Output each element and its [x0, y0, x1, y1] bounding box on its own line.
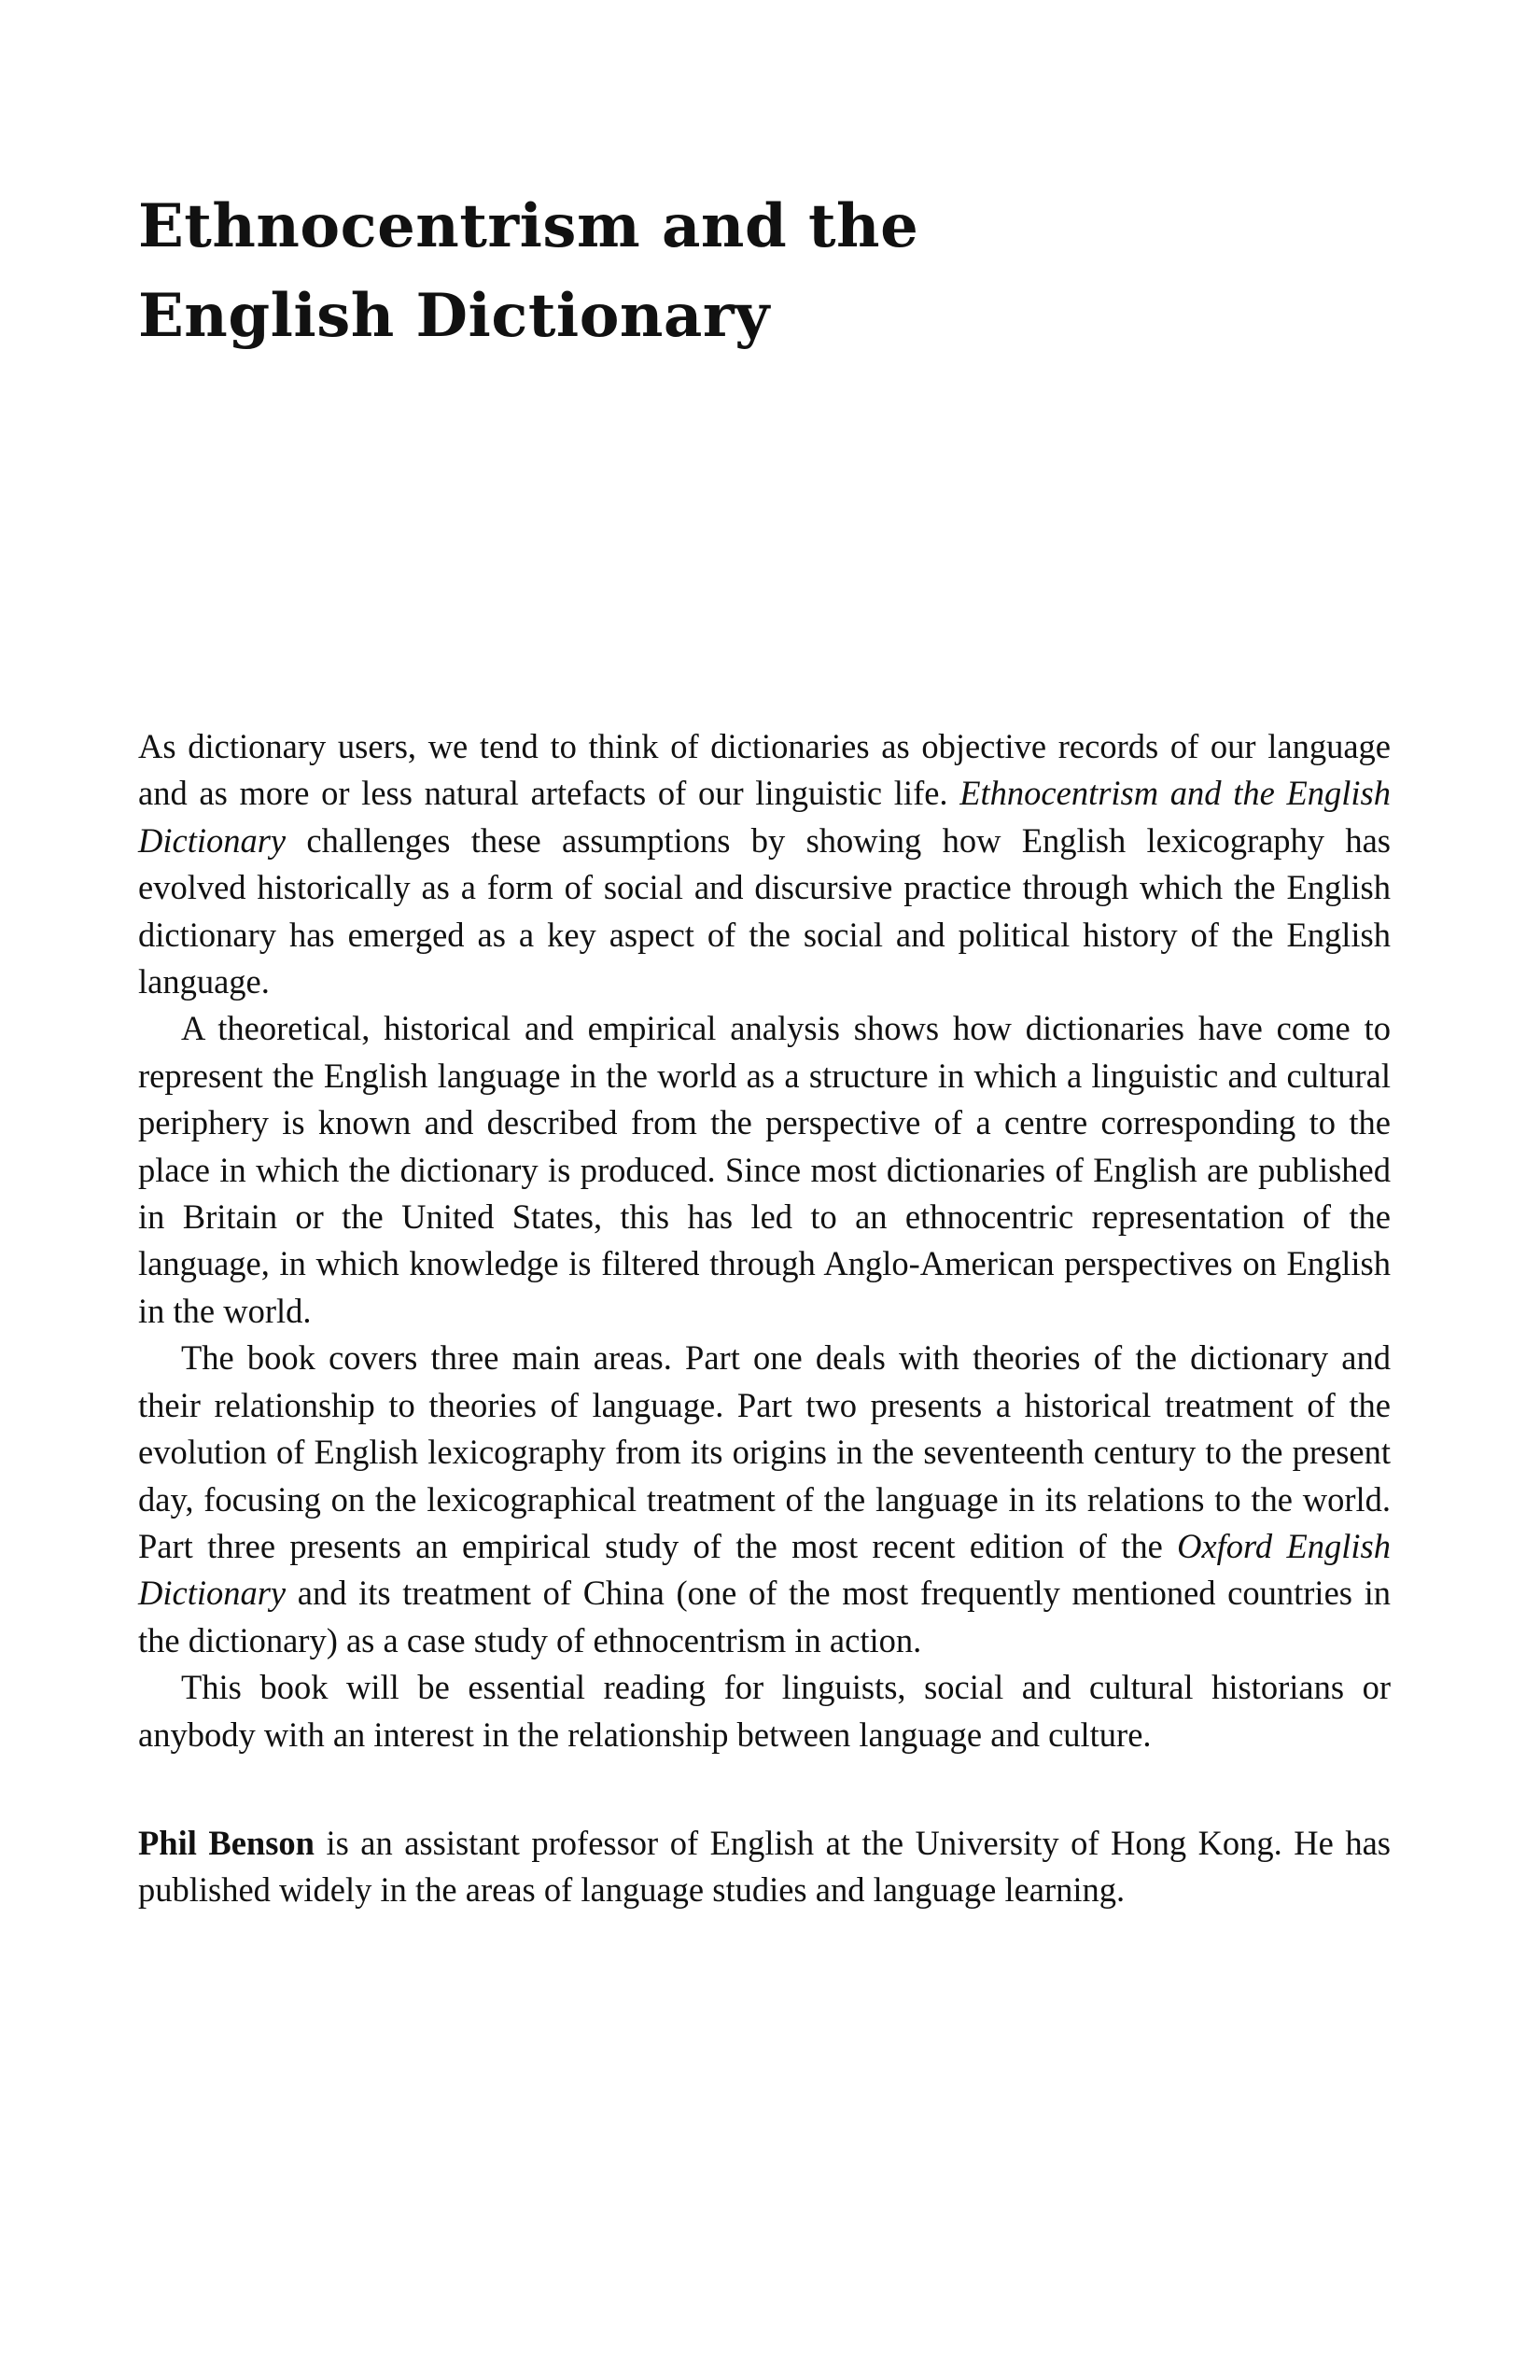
description-paragraph-1-text-a: As dictionary users, we tend to think of dictionaries as objective records of our language and as more or less natural artefacts of our linguistic life.: [138, 727, 1391, 813]
book-description: [138, 723, 1391, 1758]
book-title-line-1: Ethnocentrism and the: [138, 191, 919, 261]
description-paragraph-1-text-b: challenges these assumptions by showing how English lexicography has evolved historically as a form of social and discursive practice through which the English dictionary has emerged as a key aspect of the social and political history of the English language.: [138, 820, 1391, 1001]
description-paragraph-1-book-title: Ethnocentrism and the English Dictionary: [138, 774, 1392, 860]
description-paragraph-3-text-b: and its treatment of China (one of the most frequently mentioned countries in the dictionary) as a case study of ethnocentrism in action.: [138, 1574, 1391, 1659]
description-paragraph-3-dictionary-title: Oxford English Dictionary: [138, 1526, 1391, 1613]
book-title-line-2: English Dictionary: [138, 281, 770, 351]
description-paragraph-2: A theoretical, historical and empirical analysis shows how dictionaries have come to represent the English language in the world as a structure in which a linguistic and cultural periphery is known and described from the perspective of a centre corresponding to the place in which the dictionary is produced. Since most dictionaries of English are published in Britain or the United States, this has led to an ethnocentric representation of the language, in which knowledge is filtered through Anglo-American perspectives on English in the world.: [138, 1009, 1391, 1330]
author-bio: [138, 1820, 1391, 1914]
author-bio-text: is an assistant professor of English at the University of Hong Kong. He has published widely in the areas of language studies and language learning.: [138, 1824, 1391, 1910]
description-paragraph-3: [138, 1335, 1391, 1664]
author-name: Phil Benson: [138, 1824, 315, 1862]
description-paragraph-1: [138, 723, 1391, 1005]
description-paragraph-3-text-a: The book covers three main areas. Part one deals with theories of the dictionary and their relationship to theories of language. Part two presents a historical treatment of the evolution of English lexicography from its origins in the seventeenth century to the present day, focusing on the lexicographical treatment of the language in its relations to the world. Part three presents an empirical study of the most recent edition of the: [138, 1338, 1391, 1565]
description-paragraph-4: This book will be essential reading for linguists, social and cultural historians or anybody with an interest in the relationship between language and culture.: [138, 1668, 1391, 1754]
book-title: [138, 182, 1389, 361]
